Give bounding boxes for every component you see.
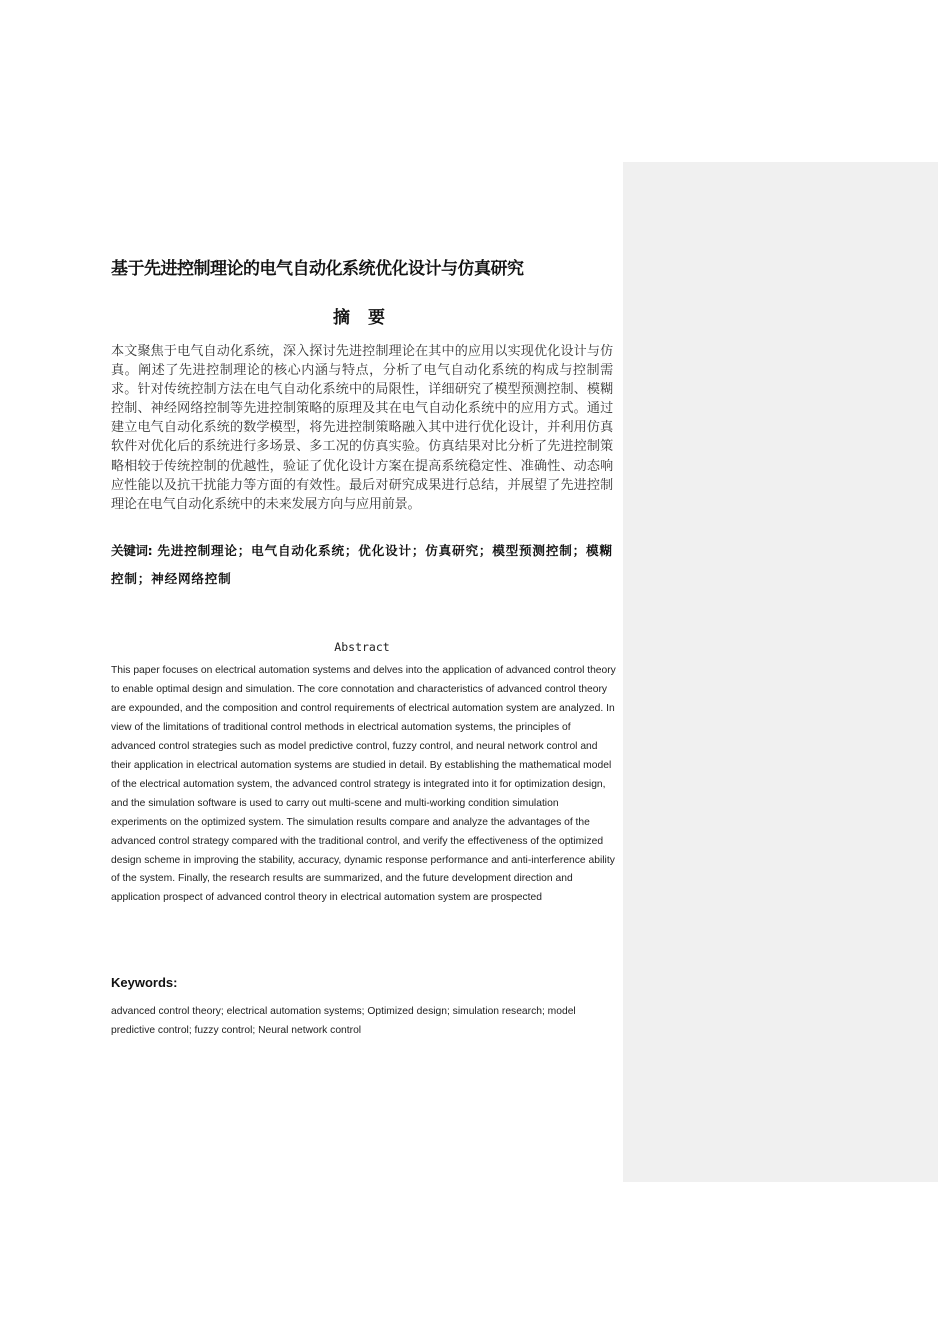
keywords-cn: [111, 537, 613, 593]
paper-title: 基于先进控制理论的电气自动化系统优化设计与仿真研究: [111, 259, 524, 279]
abstract-en-body: This paper focuses on electrical automation systems and delves into the application of advanced control theory to enable optimal design and simulation. The core connotation and characteristics of advanced control theory are expounded, and the composition and control requirements of electrical automation system are analyzed. In view of the limitations of traditional control methods in electrical automation systems, the principles of advanced control strategies such as model predictive control, fuzzy control, and neural network control and their application in electrical automation systems are studied in detail. By establishing the mathematical model of the electrical automation system, the advanced control strategy is integrated into it for optimization design, and the simulation software is used to carry out multi-scene and multi-working condition simulation experiments on the optimized system. The simulation results compare and analyze the advantages of the advanced control strategy compared with the traditional control, and verify the effectiveness of the optimized design scheme in improving the stability, accuracy, dynamic response performance and anti-interference ability of the system. Finally, the research results are summarized, and the future development direction and application prospect of advanced control theory in electrical automation system are prospected: [111, 665, 616, 904]
keywords-cn-body: 先进控制理论；电气自动化系统；优化设计；仿真研究；模型预测控制；模糊控制；神经网络控制: [111, 543, 613, 586]
abstract-cn-heading: 摘 要: [333, 308, 391, 328]
abstract-en-heading: Abstract: [334, 640, 390, 654]
comment-pane: [623, 162, 938, 1182]
keywords-en-body: advanced control theory; electrical automation systems; Optimized design; simulation research; model predictive control; fuzzy control; Neural network control: [111, 1006, 576, 1036]
keywords-cn-label: 关键词:: [111, 543, 153, 558]
keywords-en-heading: Keywords:: [111, 975, 178, 990]
abstract-cn-body: 本文聚焦于电气自动化系统，深入探讨先进控制理论在其中的应用以实现优化设计与仿真。阐述了先进控制理论的核心内涵与特点，分析了电气自动化系统的构成与控制需求。针对传统控制方法在电气自动化系统中的局限性，详细研究了模型预测控制、模糊控制、神经网络控制等先进控制策略的原理及其在电气自动化系统中的应用方式。通过建立电气自动化系统的数学模型，将先进控制策略融入其中进行优化设计，并利用仿真软件对优化后的系统进行多场景、多工况的仿真实验。仿真结果对比分析了先进控制策略相较于传统控制的优越性，验证了优化设计方案在提高系统稳定性、准确性、动态响应性能以及抗干扰能力等方面的有效性。最后对研究成果进行总结，并展望了先进控制理论在电气自动化系统中的未来发展方向与应用前景。: [111, 344, 613, 512]
